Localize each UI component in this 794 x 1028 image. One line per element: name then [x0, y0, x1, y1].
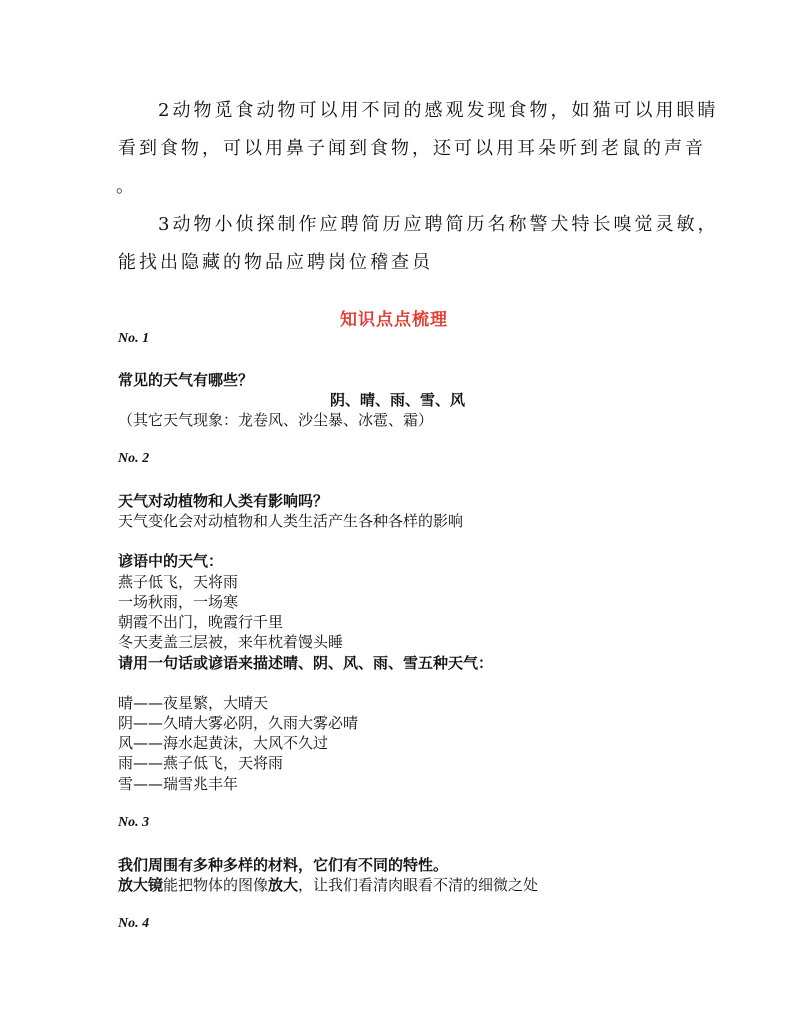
proverb-line: 冬天麦盖三层被，来年枕着馒头睡 — [118, 633, 344, 651]
weather-description: 雪——瑞雪兆丰年 — [118, 775, 239, 793]
proverb-line: 朝霞不出门，晚霞行千里 — [118, 613, 284, 631]
magnifier-rest: ，让我们看清肉眼看不清的细微之处 — [298, 876, 539, 894]
no2-task: 请用一句话或谚语来描述晴、阴、风、雨、雪五种天气： — [118, 654, 494, 672]
weather-description: 阴——久晴大雾必阴，久雨大雾必晴 — [118, 714, 359, 732]
no4-label: No. 4 — [118, 916, 150, 931]
paragraph-2-line-2: 看到食物，可以用鼻子闻到食物，还可以用耳朵听到老鼠的声音 — [118, 138, 706, 159]
no3-label: No. 3 — [118, 815, 150, 830]
paragraph-3-line-1: 3动物小侦探制作应聘简历应聘简历名称警犬特长嗅觉灵敏， — [158, 214, 719, 235]
no3-magnifier-line — [118, 874, 538, 895]
no2-proverb-heading: 谚语中的天气： — [118, 552, 224, 570]
magnifier-text: 能把物体的图像 — [163, 876, 269, 894]
no1-question: 常见的天气有哪些？ — [118, 371, 254, 389]
paragraph-2-line-3: 。 — [116, 176, 137, 197]
enlarge-term: 放大 — [268, 876, 299, 894]
magnifier-term: 放大镜 — [118, 876, 164, 894]
no2-question: 天气对动植物和人类有影响吗？ — [118, 492, 329, 510]
no2-label: No. 2 — [118, 451, 150, 466]
weather-description: 风——海水起黄沫，大风不久过 — [118, 734, 329, 752]
no1-answer: 阴、晴、雨、雪、风 — [330, 391, 466, 409]
no1-other-phenomena: （其它天气现象：龙卷风、沙尘暴、冰雹、霜） — [118, 411, 434, 429]
proverb-line: 一场秋雨，一场寒 — [118, 593, 239, 611]
weather-description: 雨——燕子低飞，天将雨 — [118, 754, 284, 772]
no3-statement: 我们周围有多种多样的材料，它们有不同的特性。 — [118, 856, 449, 874]
no2-answer: 天气变化会对动植物和人类生活产生各种各样的影响 — [118, 512, 464, 530]
weather-description: 晴——夜星繁，大晴天 — [118, 694, 269, 712]
paragraph-3-line-2: 能找出隐藏的物品应聘岗位稽查员 — [118, 252, 433, 273]
no1-label: No. 1 — [118, 331, 150, 346]
paragraph-2-line-1: 2动物觅食动物可以用不同的感观发现食物，如猫可以用眼睛 — [158, 100, 719, 121]
section-title: 知识点点梳理 — [340, 310, 448, 330]
proverb-line: 燕子低飞，天将雨 — [118, 573, 239, 591]
